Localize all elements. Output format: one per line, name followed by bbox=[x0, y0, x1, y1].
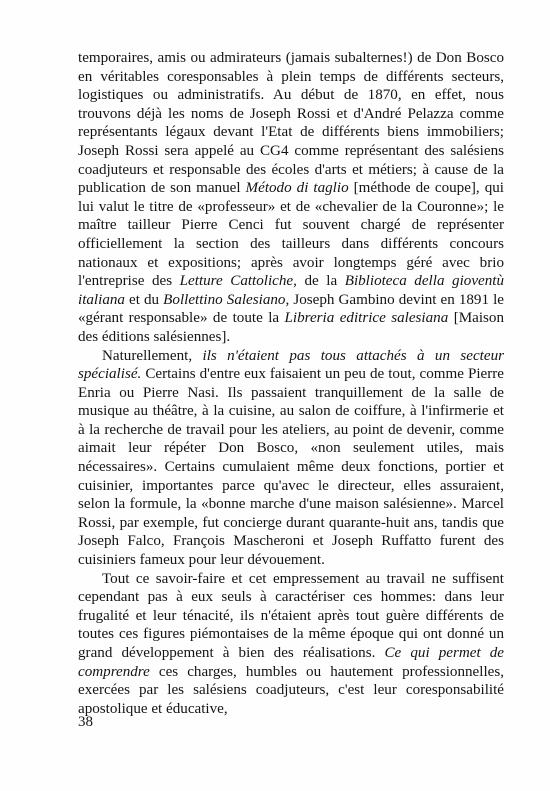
text-run: temporaires, amis ou admirateurs (jamais subalternes!) de Don Bosco en véritables coresponsables à plein temps de différents secteurs, logistiques ou administratifs. Au début de 1870, en effet, nous trouvons déjà les noms de Joseph Rossi et d'André Pelazza comme représentants légaux devant l'Etat de différents biens immobiliers; Joseph Rossi sera appelé au CG4 comme représentant des salésiens coadjuteurs et responsable des écoles d'arts et métiers; à cause de la publication de son manuel bbox=[78, 50, 504, 197]
text-run: Tout ce savoir-faire et cet empressement au travail ne suffisent cependant pas à eux seuls à caractériser ces hommes: dans leur frugalité et leur ténacité, ils n'étaient après tout guère différents de toutes ces figures piémontaises de la même époque qui ont donné un grand développement à bien des réalisations. bbox=[78, 570, 504, 661]
italic-text-run: Libreria editrice salesiana bbox=[284, 310, 449, 327]
text-run: [méthode de coupe], qui lui valut le titre de «professeur» et de «chevalier de la Couronne»; le maître tailleur Pierre Cenci fut souvent chargé de représenter officiellement la section des tailleurs dans différents concours nationaux et expositions; après avoir longtemps géré avec brio l'entreprise des bbox=[78, 180, 504, 290]
italic-text-run: ils n'étaient pas tous attachés à un secteur spécialisé. bbox=[78, 347, 504, 383]
text-run: [Maison des éditions salésiennes]. bbox=[78, 310, 504, 345]
italic-text-run: Letture Cattoliche, bbox=[179, 273, 297, 290]
text-run: et du bbox=[124, 291, 164, 308]
paragraph-1 bbox=[78, 49, 504, 347]
italic-text-run: Método di taglio bbox=[245, 180, 349, 197]
body-text bbox=[78, 49, 504, 718]
text-run: de la bbox=[296, 273, 345, 290]
paragraph-2 bbox=[78, 347, 504, 570]
text-run: Certains d'entre eux faisaient un peu de tout, comme Pierre Enria ou Pierre Nasi. Ils passaient tranquillement de la salle de musique au théâtre, à la cuisine, au salon de coiffure, à l'infirmerie et à la recherche de travail pour les ateliers, au point de devenir, comme aimait leur répéter Don Bosco, «non seulement utiles, mais nécessaires». Certains cumulaient même deux fonctions, portier et cuisinier, importantes parce qu'avec le directeur, elles assuraient, selon la formule, la «bonne marche d'une maison salésienne». Marcel Rossi, par exemple, fut concierge durant quarante-huit ans, tandis que Joseph Falco, François Mascheroni et Joseph Ruffatto furent des cuisiniers fameux pour leur dévouement. bbox=[78, 366, 504, 569]
page-number: 38 bbox=[78, 714, 93, 730]
text-run: Joseph Gambino devint en 1891 le «gérant responsable» de toute la bbox=[78, 291, 504, 327]
italic-text-run: Bollettino Salesiano, bbox=[163, 291, 290, 308]
paragraph-3 bbox=[78, 570, 504, 719]
italic-text-run: Biblioteca della gioventù italiana bbox=[78, 273, 505, 308]
text-run: ces charges, humbles ou hautement professionnelles, exercées par les salésiens coadjuteurs, c'est leur coresponsabilité apostolique et éducative, bbox=[78, 663, 504, 717]
italic-text-run: Ce qui permet de comprendre bbox=[78, 645, 504, 680]
text-run: Naturellement, bbox=[102, 347, 203, 364]
